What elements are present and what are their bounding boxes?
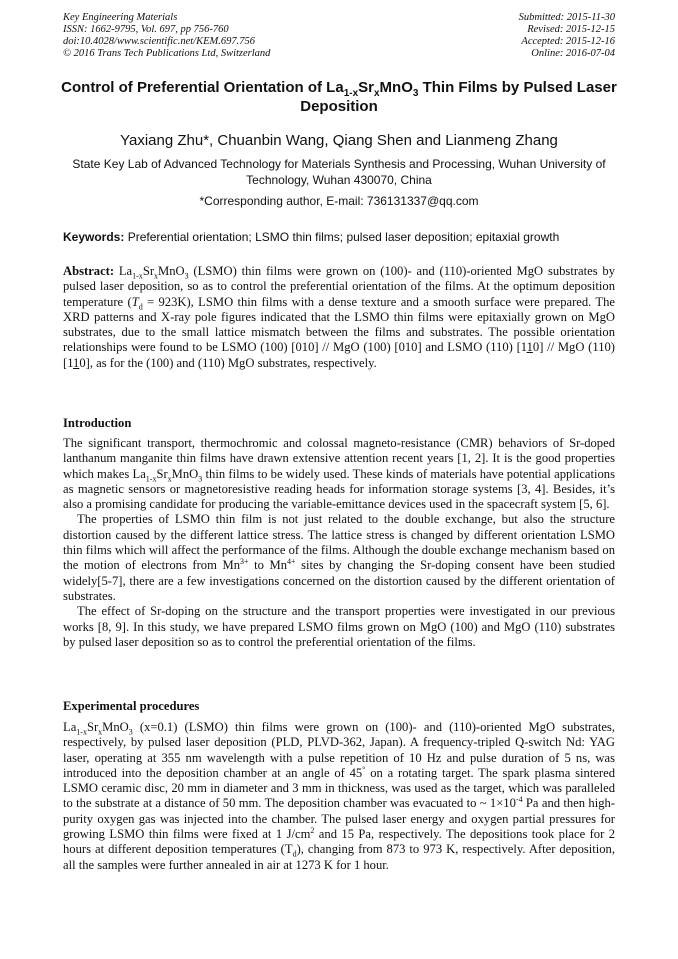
journal-info [63, 12, 270, 60]
date-revised: Revised: 2015-12-15 [527, 24, 615, 35]
keywords-label: Keywords: [63, 230, 125, 244]
affiliation: State Key Lab of Advanced Technology for Materials Synthesis and Processing, Wuhan University of Technology, Wuhan 430070, China [72, 157, 606, 187]
experimental-body [63, 720, 615, 873]
date-online: Online: 2016-07-04 [531, 48, 615, 59]
abstract-label: Abstract: [63, 264, 115, 278]
intro-paragraph-2: The properties of LSMO thin film is not just related to the double exchange, but also the structure distortion caused by the different lattice stress. The lattice stress is changed by different orientation LSMO thin films which will affect the performance of the films. Although the double exchange mechanism based on the motion of electrons from $Mn^{3+}$ to $Mn^{4+}$ sites by changing the Sr-doping consent have been studied widely[5-7], there are a few investigations concerned on the distortion caused by the different orientation of substrates. [63, 512, 615, 603]
paper-title: Control of Preferential Orientation of $La_{1-x}Sr_xMnO_3$ Thin Films by Pulsed Laser Deposition [61, 79, 617, 115]
journal-name: Key Engineering Materials [63, 12, 178, 23]
keywords [63, 229, 615, 245]
journal-doi[interactable]: doi:10.4028/www.scientific.net/KEM.697.756 [63, 36, 255, 47]
abstract: Abstract: $La_{1-x}Sr_xMnO_3$ (LSMO) thin films were grown on (100)- and (110)-oriented MgO substrates by pulsed laser deposition, so as to control the preferential orientation of the films. At the optimum deposition temperature $(T_d = 923K)$, LSMO thin films with a dense texture and a smooth surface were prepared. The XRD patterns and X-ray pole figures indicated that the LSMO thin films were epitaxially grown on MgO substrates, due to the small lattice mismatch between the films and substrates. The possible orientation relationships were found to be LSMO (100) [010] // MgO (100) [010] and LSMO (110) [110] // MgO (110) [110], as for the (100) and (110) MgO substrates, respectively. [63, 264, 616, 370]
publication-dates [519, 12, 615, 60]
date-accepted: Accepted: 2015-12-16 [521, 36, 615, 47]
intro-paragraph-1: The significant transport, thermochromic and colossal magneto-resistance (CMR) behaviors of Sr-doped lanthanum manganite thin films have drawn extensive attention recent years [1, 2]. It is the good properties which makes $La_{1-x}Sr_xMnO_3$ thin films to be widely used. These kinds of materials have potential applications as magnetic sensors or magnetoresistive reading heads for information storage systems [3, 4]. Besides, it’s also a promising candidate for producing the variable-emittance devices used in the spacecraft system [5, 6]. [63, 436, 616, 512]
journal-issn: ISSN: 1662-9795, Vol. 697, pp 756-760 [63, 24, 229, 35]
intro-paragraph-3: The effect of Sr-doping on the structure and the transport properties were investigated in our previous works [8, 9]. In this study, we have prepared LSMO films grown on MgO (100) and MgO (110) substrates by pulsed laser deposition so as to control the preferential orientation of the films. [63, 604, 615, 649]
keywords-text: Preferential orientation; LSMO thin films; pulsed laser deposition; epitaxial growth [124, 230, 560, 244]
experimental-paragraph: $La_{1-x}Sr_xMnO_3$ (x=0.1) (LSMO) thin films were grown on (100)- and (110)-oriented MgO substrates, respectively, by pulsed laser deposition (PLD, PLVD-362, Japan). A frequency-tripled Q-switch Nd: YAG laser, operating at 355 nm wavelength with a pulse repetition of 10 Hz and pulse duration of 5 ns, was introduced into the deposition chamber at an angle of 45° on a rotating target. The spark plasma sintered LSMO ceramic disc, 20 mm in diameter and 3 mm in thickness, was used as the target, which was paralleled to the substrate at a distance of 50 mm. The deposition chamber was evacuated to ~ $1\times 10^{-4}$ Pa and then high-purity oxygen gas was injected into the chamber. The pulsed laser energy and oxygen partial pressures for growing LSMO thin films were fixed at 1 $J/cm^2$ and 15 Pa, respectively. The depositions took place for 2 hours at different deposition temperatures $(T_d)$, changing from 873 to 973 K, respectively. After deposition, all the samples were further annealed in air at 1273 K for 1 hour. [63, 720, 616, 872]
section-heading-experimental: Experimental procedures [63, 699, 200, 713]
corresponding-author: *Corresponding author, E-mail: 736131337@qq.com [199, 194, 479, 208]
section-heading-introduction: Introduction [63, 416, 132, 430]
journal-copyright: © 2016 Trans Tech Publications Ltd, Switzerland [63, 48, 271, 59]
author-list: Yaxiang Zhu*, Chuanbin Wang, Qiang Shen and Lianmeng Zhang [120, 132, 558, 149]
date-submitted: Submitted: 2015-11-30 [518, 12, 615, 23]
introduction-body [63, 436, 615, 650]
